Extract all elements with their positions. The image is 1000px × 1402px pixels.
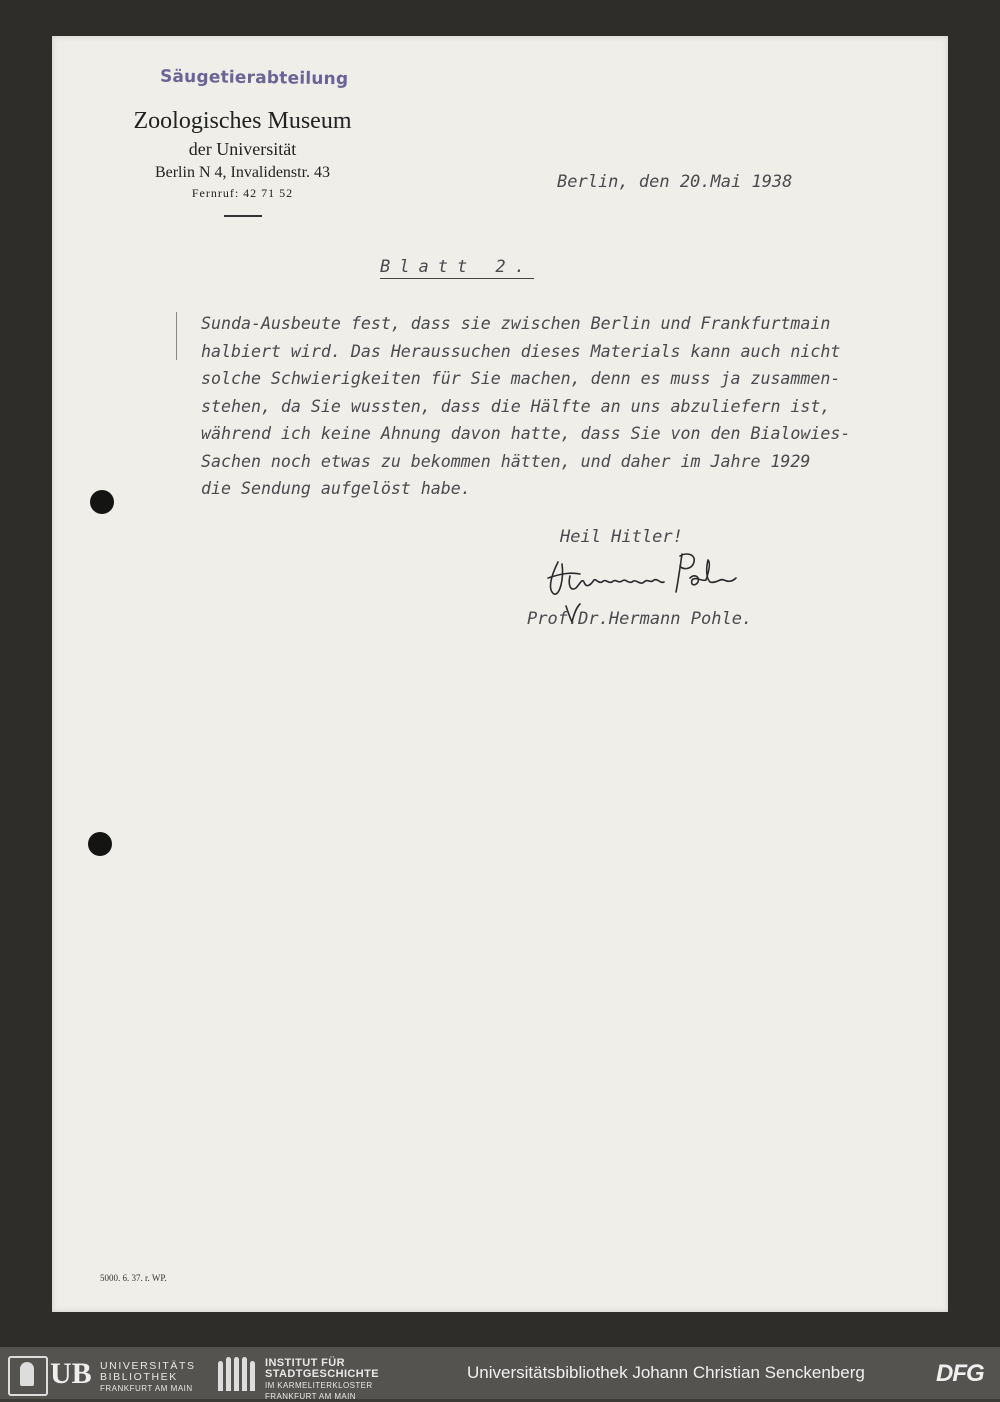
ub-line: BIBLIOTHEK	[100, 1371, 178, 1383]
body-line: die Sendung aufgelöst habe.	[201, 479, 471, 498]
dateline: Berlin, den 20.Mai 1938	[557, 172, 793, 192]
letter-page	[52, 36, 948, 1312]
isg-line: INSTITUT FÜR	[265, 1357, 345, 1369]
museum-name: Zoologisches Museum	[133, 108, 352, 134]
address-line: Berlin N 4, Invalidenstr. 43	[154, 164, 331, 181]
isg-line: FRANKFURT AM MAIN	[265, 1392, 356, 1401]
ub-mark: UB	[50, 1357, 92, 1390]
body-line: halbiert wird. Das Heraussuchen dieses Materials kann auch nicht	[201, 341, 841, 361]
isg-line: IM KARMELITERKLOSTER	[265, 1381, 373, 1390]
isg-wordmark	[265, 1358, 379, 1402]
punch-hole	[90, 490, 114, 514]
ub-wordmark	[100, 1361, 196, 1394]
body-line: Sunda-Ausbeute fest, dass sie zwischen Berlin und Frankfurtmain	[201, 314, 831, 333]
letter-body	[201, 310, 931, 503]
ub-line: FRANKFURT AM MAIN	[100, 1384, 193, 1393]
dfg-logo: DFG	[936, 1360, 984, 1387]
punch-hole	[88, 832, 112, 856]
department-stamp: Säugetierabteilung	[159, 66, 349, 90]
body-line: solche Schwierigkeiten für Sie machen, denn es muss ja zusammen-	[201, 369, 841, 388]
footer-bar	[0, 1347, 1000, 1399]
margin-mark	[176, 312, 177, 360]
print-code: 5000. 6. 37. r. WP.	[100, 1273, 167, 1283]
ub-line: UNIVERSITÄTS	[100, 1360, 196, 1372]
ub-portrait-icon	[8, 1356, 48, 1396]
phone-line: Fernruf: 42 71 52	[191, 186, 294, 200]
body-line: Sachen noch etwas zu bekommen hätten, und daher im Jahre 1929	[201, 451, 811, 471]
signer-name: Prof.Dr.Hermann Pohle.	[527, 609, 753, 629]
isg-arches-icon	[218, 1357, 258, 1391]
body-line: stehen, da Sie wussten, dass die Hälfte an uns abzuliefern ist,	[201, 396, 831, 416]
page-label: Blatt 2.	[380, 257, 534, 277]
isg-line: STADTGESCHICHTE	[265, 1368, 379, 1380]
closing-salutation: Heil Hitler!	[560, 527, 683, 547]
letterhead	[100, 108, 385, 217]
university-line: der Universität	[188, 139, 297, 159]
institution-name: Universitätsbibliothek Johann Christian Senckenberg	[467, 1363, 865, 1382]
body-line: während ich keine Ahnung davon hatte, dass Sie von den Bialowies-	[201, 424, 851, 443]
letterhead-rule	[224, 215, 262, 217]
